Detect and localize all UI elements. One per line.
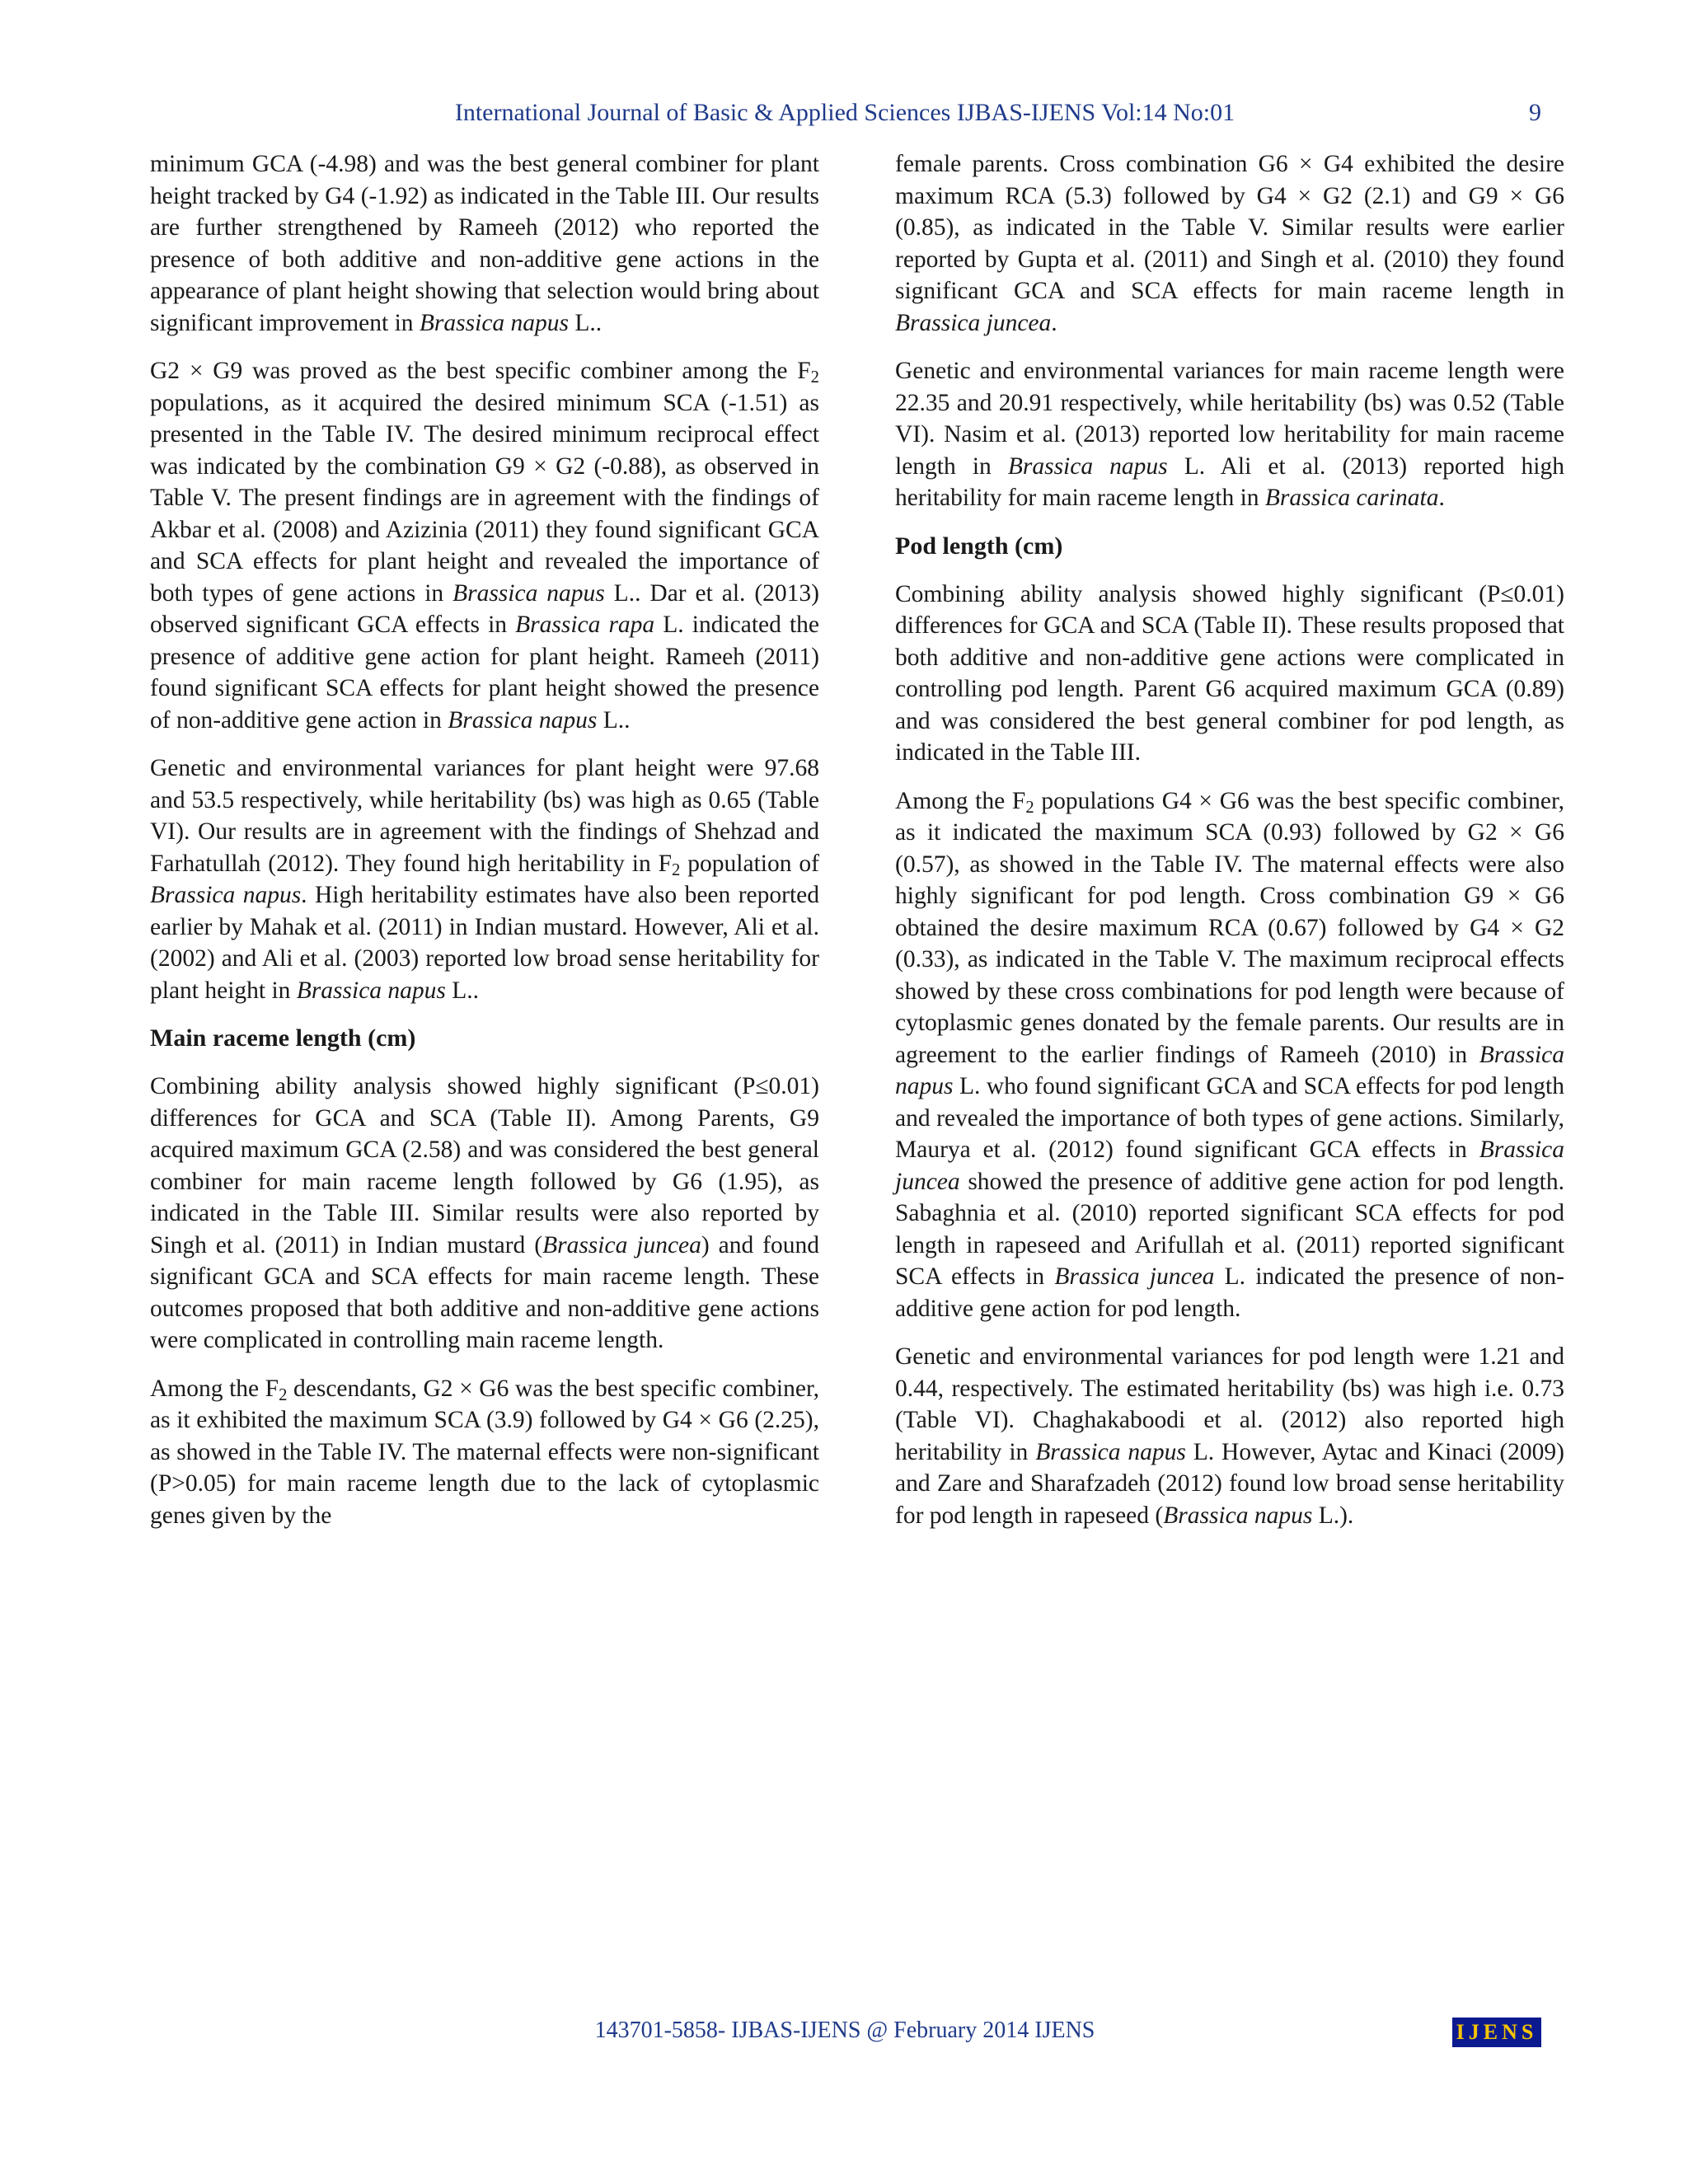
text-run: population of <box>680 850 819 877</box>
text-run: Genetic and environmental variances for plant height were 97.68 and 53.5 respectively, while heritability (bs) was high as 0.65 (Table VI). Our results are in agreement with the findings of Shehzad and Farhatullah (2012). They found high heritability in F <box>150 755 819 877</box>
paragraph <box>150 1373 819 1532</box>
species-name: Brassica rapa <box>515 612 655 638</box>
text-run: L.). <box>1312 1502 1354 1529</box>
subscript: 2 <box>1025 798 1034 817</box>
text-run: G2 × G9 was proved as the best specific combiner among the F <box>150 358 811 384</box>
paragraph <box>895 579 1564 769</box>
page-footer <box>148 2018 1541 2050</box>
section-heading <box>895 531 1564 562</box>
species-name: Brassica napus <box>1163 1502 1313 1529</box>
text-run: Genetic and environmental variances for main raceme length were 22.35 and 20.91 respectively, while heritability (bs) was 0.52 (Table VI). Nasim et al. (2013) reported low heritability for main raceme length in <box>895 358 1564 480</box>
species-name: Brassica juncea <box>542 1231 701 1258</box>
text-run: Main raceme length (cm) <box>150 1024 416 1052</box>
species-name: Brassica napus <box>150 882 302 908</box>
species-name: Brassica napus <box>895 1041 1564 1099</box>
paragraph <box>150 148 819 339</box>
species-name: Brassica juncea <box>895 1137 1564 1195</box>
text-run: L.. <box>569 309 603 336</box>
text-run: L.. Dar et al. (2013) observed significant GCA effects in <box>150 579 820 638</box>
left-column <box>150 148 819 1548</box>
species-name: Brassica carinata <box>1264 485 1439 511</box>
section-heading <box>150 1023 819 1054</box>
running-header <box>148 99 1541 135</box>
ijens-logo: IJENS <box>1452 2018 1541 2047</box>
text-run: L. However, Aytac and Kinaci (2009) and Zare and Sharafzadeh (2012) found low broad sense heritability for pod length in rapeseed ( <box>895 1438 1564 1529</box>
paragraph <box>150 355 819 736</box>
subscript: 2 <box>279 1385 288 1404</box>
text-run: . <box>1051 309 1057 336</box>
text-run: L.. <box>445 977 480 1004</box>
footer-credit: 143701-5858- IJBAS-IJENS @ February 2014 IJENS <box>594 2018 1095 2043</box>
text-run: L. who found significant GCA and SCA effects for pod length and revealed the importance of both types of gene actions. Similarly, Maurya et al. (2012) found significant GCA effects in <box>895 1073 1564 1163</box>
text-run: female parents. Cross combination G6 × G4 exhibited the desire maximum RCA (5.3) followed by G4 × G2 (2.1) and G9 × G6 (0.85), as indicated in the Table V. Similar results were earlier reported by Gupta et al. (2011) and Singh et al. (2010) they found significant GCA and SCA effects for main raceme length in <box>895 151 1564 304</box>
species-name: Brassica napus <box>452 579 605 607</box>
subscript: 2 <box>672 860 681 879</box>
species-name: Brassica napus <box>448 706 598 733</box>
text-run: . <box>1438 485 1445 511</box>
text-run: populations G4 × G6 was the best specific combiner, as it indicated the maximum SCA (0.93) followed by G2 × G6 (0.57), as showed in the Table IV. The maternal effects were also highly significant for pod length. Cross combination G9 × G6 obtained the desire maximum RCA (0.67) followed by G4 × G2 (0.33), as indicated in the Table V. The maximum reciprocal effects showed by these cross combinations for pod length were because of cytoplasmic genes donated by the female parents. Our results are in agreement to the earlier findings of Rameeh (2010) in <box>895 787 1564 1068</box>
paragraph <box>895 148 1564 339</box>
text-run: L. Ali et al. (2013) reported high heritability for main raceme length in <box>895 452 1564 511</box>
text-run: descendants, G2 × G6 was the best specific combiner, as it exhibited the maximum SCA (3.9) followed by G4 × G6 (2.25), as showed in the Table IV. The maternal effects were non-significant (P>0.05) for main raceme length due to the lack of cytoplasmic genes given by the <box>150 1375 819 1529</box>
paragraph <box>895 355 1564 514</box>
text-run: L. indicated the presence of non-additive gene action for pod length. <box>895 1263 1564 1322</box>
text-run: Combining ability analysis showed highly significant (P≤0.01) differences for GCA and SCA (Table II). Among Parents, G9 acquired maximum GCA (2.58) and was considered the best general combiner for main raceme length followed by G6 (1.95), as indicated in the Table III. Similar results were also reported by Singh et al. (2011) in Indian mustard ( <box>150 1073 819 1258</box>
paragraph <box>895 785 1564 1325</box>
paragraph <box>150 1071 819 1357</box>
text-run: Genetic and environmental variances for pod length were 1.21 and 0.44, respectively. The estimated heritability (bs) was high i.e. 0.73 (Table VI). Chaghakaboodi et al. (2012) also reported high heritability in <box>895 1343 1564 1465</box>
right-column <box>895 148 1564 1548</box>
page-number: 9 <box>1529 99 1541 126</box>
species-name: Brassica napus <box>419 309 570 336</box>
paragraph <box>150 752 819 1006</box>
text-run: . High heritability estimates have also been reported earlier by Mahak et al. (2011) in Indian mustard. However, Ali et al. (2002) and Ali et al. (2003) reported low broad sense heritability for plant height in <box>150 882 819 1004</box>
text-run: ) and found significant GCA and SCA effects for main raceme length. These outcomes proposed that both additive and non-additive gene actions were complicated in controlling main raceme length. <box>150 1231 819 1353</box>
species-name: Brassica napus <box>1035 1438 1186 1465</box>
text-run: minimum GCA (-4.98) and was the best general combiner for plant height tracked by G4 (-1.92) as indicated in the Table III. Our results are further strengthened by Rameeh (2012) who reported the presence of both additive and non-additive gene actions in the appearance of plant height showing that selection would bring about significant improvement in <box>150 151 819 336</box>
text-run: showed the presence of additive gene action for pod length. Sabaghnia et al. (2010) reported significant SCA effects for pod length in rapeseed and Arifullah et al. (2011) reported significant SCA effects in <box>895 1168 1564 1290</box>
species-name: Brassica juncea <box>1054 1263 1215 1290</box>
subscript: 2 <box>810 368 819 387</box>
text-run: Pod length (cm) <box>895 532 1063 560</box>
text-run: L.. <box>597 706 631 733</box>
journal-title: International Journal of Basic & Applied Sciences IJBAS-IJENS Vol:14 No:01 <box>454 99 1236 126</box>
species-name: Brassica juncea <box>895 309 1052 336</box>
species-name: Brassica napus <box>1007 452 1168 480</box>
paragraph <box>895 1341 1564 1531</box>
species-name: Brassica napus <box>296 977 446 1004</box>
text-run: Among the F <box>895 787 1026 814</box>
text-run: Combining ability analysis showed highly significant (P≤0.01) differences for GCA and SCA (Table II). These results proposed that both additive and non-additive gene actions were complicated in controlling pod length. Parent G6 acquired maximum GCA (0.89) and was considered the best general combiner for pod length, as indicated in the Table III. <box>895 580 1564 766</box>
text-run: populations, as it acquired the desired minimum SCA (-1.51) as presented in the Table IV. The desired minimum reciprocal effect was indicated by the combination G9 × G2 (-0.88), as observed in Table V. The present findings are in agreement with the findings of Akbar et al. (2008) and Azizinia (2011) they found significant GCA and SCA effects for plant height and revealed the importance of both types of gene actions in <box>150 389 819 607</box>
text-run: Among the F <box>150 1375 279 1402</box>
text-run: L. indicated the presence of additive gene action for plant height. Rameeh (2011) found significant SCA effects for plant height showed the presence of non-additive gene action in <box>150 612 819 733</box>
